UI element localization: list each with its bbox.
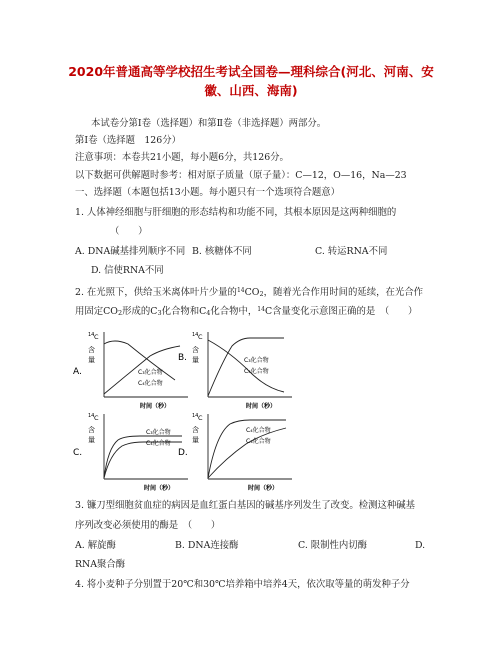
y-label-c: C — [94, 414, 99, 422]
atomic-mass-note: 以下数据可供解题时参考：相对原子质量（原子量）：C—12，O—16，Na—23 — [75, 170, 407, 181]
question-2-stem-line-2 — [75, 304, 417, 319]
y-label-2: 量 — [88, 356, 95, 364]
question-2-stem-line-1 — [75, 285, 423, 300]
q2-text: 化合物和C — [161, 306, 207, 317]
q2-graphs-figure — [70, 322, 370, 492]
option-d: D. — [415, 540, 426, 551]
y-label-iso: 14 — [88, 332, 95, 338]
graph-d — [178, 413, 292, 492]
y-label-2: 量 — [192, 436, 199, 444]
isotope-superscript: 14 — [257, 306, 265, 313]
y-label-iso: 14 — [192, 413, 199, 419]
option-a: A. DNA碱基排列顺序不同 — [75, 246, 186, 257]
y-label-1: 含 — [192, 426, 199, 434]
option-a: A. 解旋酶 — [75, 540, 116, 551]
x-label: 时间（秒） — [140, 403, 171, 410]
y-label-1: 含 — [192, 346, 199, 354]
q2-text: 化合物中， — [210, 306, 258, 317]
option-b: B. DNA连接酶 — [175, 540, 239, 551]
question-3-stem-line-2: 序列改变必须使用的酶是 （ ） — [75, 520, 221, 531]
x-label: 时间（秒） — [144, 485, 175, 492]
y-label-1: 含 — [88, 426, 95, 434]
label-c4: C₄化合物 — [146, 440, 171, 447]
question-3-stem-line-1: 3. 镰刀型细胞贫血症的病因是血红蛋白基因的碱基序列发生了改变。检测这种碱基 — [75, 500, 416, 511]
curve-c3 — [208, 428, 286, 478]
y-label-iso: 14 — [88, 413, 95, 419]
option-d: D. 信使RNA不同 — [91, 265, 164, 276]
q2-co2: CO — [244, 287, 260, 298]
intro-text: 本试卷分第Ⅰ卷（选择题）和第Ⅱ卷（非选择题）两部分。 — [91, 118, 327, 129]
notice-text: 注意事项：本卷共21小题，每小题6分，共126分。 — [75, 152, 289, 163]
label-c4: C₄化合物 — [138, 380, 163, 387]
question-4-stem: 4. 将小麦种子分别置于20℃和30℃培养箱中培养4天，依次取等量的萌发种子分 — [75, 579, 410, 590]
q2-text: 用固定CO — [75, 306, 118, 317]
option-c: C. 转运RNA不同 — [315, 246, 388, 257]
graph-letter-a: A. — [73, 367, 82, 377]
subscript: 3 — [157, 309, 162, 317]
label-c4: C₄化合物 — [246, 427, 271, 434]
subscript: 4 — [206, 309, 211, 317]
graph-c — [73, 413, 188, 492]
label-c3: C₃化合物 — [138, 369, 163, 376]
section-one-heading: 一、选择题（本题包括13小题。每小题只有一个选项符合题意） — [75, 187, 341, 198]
exam-title — [62, 62, 440, 100]
label-c3: C₃化合物 — [246, 438, 271, 445]
title-line-2: 徽、山西、海南) — [204, 83, 298, 98]
label-c3: C₃化合物 — [244, 357, 269, 364]
q2-text: C含量变化示意图正确的是 （ ） — [264, 306, 418, 317]
subscript: 2 — [117, 309, 123, 317]
title-line-1: 2020年普通高等学校招生考试全国卷—理科综合(河北、河南、安 — [68, 64, 434, 79]
y-label-1: 含 — [88, 346, 95, 354]
option-c: C. 限制性内切酶 — [298, 540, 368, 551]
x-label: 时间（秒） — [246, 403, 277, 410]
graph-letter-c: C. — [73, 448, 83, 458]
q2-text: 形成的C — [122, 306, 158, 317]
y-label-2: 量 — [192, 356, 199, 364]
question-1-bracket: （ ） — [110, 226, 148, 237]
graph-letter-b: B. — [178, 353, 188, 363]
label-c4: C₄化合物 — [244, 368, 269, 375]
question-1-stem: 1. 人体神经细胞与肝细胞的形态结构和功能不同，其根本原因是这两种细胞的 — [75, 207, 397, 218]
label-c3: C₃化合物 — [146, 429, 171, 436]
y-label-iso: 14 — [192, 332, 199, 338]
curve-c4 — [104, 442, 182, 478]
isotope-superscript: 14 — [236, 287, 245, 294]
x-label: 时间（秒） — [248, 485, 279, 492]
graph-letter-d: D. — [178, 448, 188, 458]
q2-text: ，随着光合作用时间的延续，在光合作 — [263, 287, 423, 298]
y-label-c: C — [198, 333, 203, 341]
curve-c4 — [208, 340, 284, 392]
y-label-2: 量 — [88, 436, 95, 444]
graph-a — [73, 332, 188, 410]
y-label-c: C — [94, 333, 99, 341]
part-one-heading: 第Ⅰ卷（选择题 126分） — [75, 135, 181, 146]
q2-text: 2. 在光照下，供给玉米离体叶片少量的 — [75, 287, 237, 298]
option-d-continued: RNA聚合酶 — [75, 559, 126, 570]
subscript: 2 — [259, 290, 264, 298]
option-b: B. 核糖体不同 — [192, 246, 252, 257]
graph-b — [178, 332, 292, 410]
y-label-c: C — [198, 414, 203, 422]
